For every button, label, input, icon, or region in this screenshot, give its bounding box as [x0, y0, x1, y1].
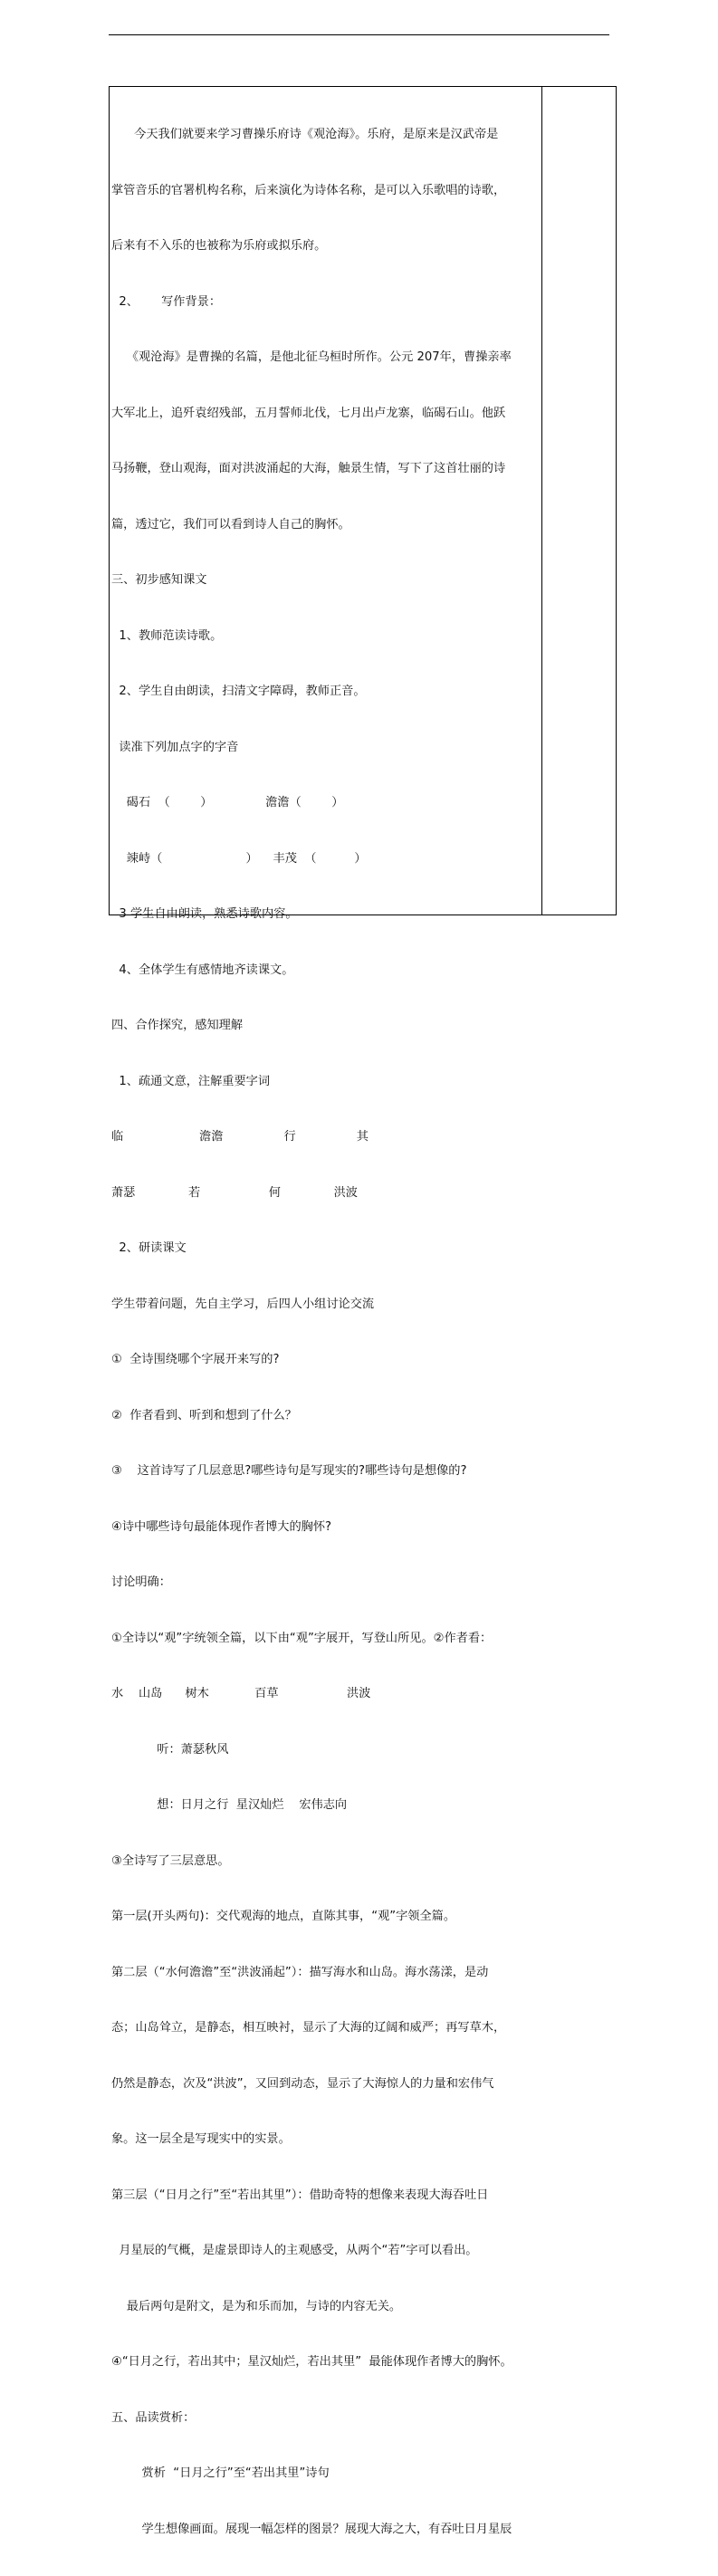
text-line: 水 山岛 树木 百草 洪波 — [111, 1687, 371, 1700]
section-heading: 四、合作探究，感知理解 — [111, 1019, 244, 1032]
section-heading: 五、品读赏析： — [111, 2410, 196, 2425]
lesson-content — [111, 89, 539, 2576]
question-line: ① 全诗围绕哪个字展开来写的? — [111, 1353, 280, 1366]
lesson-table — [109, 86, 617, 2536]
text-line: 月星辰的气概，是虚景即诗人的主观感受，从两个“若”字可以看出。 — [111, 2244, 478, 2257]
text-line: 第三层（“日月之行”至“若出其里”）：借助奇特的想像来表现大海吞吐日 — [111, 2188, 489, 2202]
text-line: ③全诗写了三层意思。 — [111, 1853, 230, 1868]
text-line: 1、疏通文意，注解重要字词 — [111, 1074, 271, 1088]
vocab-line: 临 澹澹 行 其 — [111, 1130, 369, 1144]
question-line: ② 作者看到、听到和想到了什么？ — [111, 1408, 297, 1422]
text-line: 象。这一层全是写现实中的实景。 — [111, 2132, 291, 2146]
text-line: 篇，透过它，我们可以看到诗人自己的胸怀。 — [111, 517, 350, 531]
text-line: 学生带着问题，先自主学习，后四人小组讨论交流 — [111, 1297, 375, 1311]
text-line: 仍然是静态，次及“洪波”，又回到动态，显示了大海惊人的力量和宏伟气 — [111, 2076, 494, 2091]
text-line: ④“日月之行，若出其中；星汉灿烂，若出其里” 最能体现作者博大的胸怀。 — [111, 2355, 512, 2369]
text-line: 第二层（“水何澹澹”至“洪波涌起”）：描写海水和山岛。海水荡漾，是动 — [111, 1965, 489, 1979]
text-line: 想：日月之行 星汉灿烂 宏伟志向 — [111, 1798, 348, 1812]
column-divider — [541, 87, 542, 915]
text-line: 4、全体学生有感情地齐读课文。 — [111, 962, 294, 977]
text-line: 今天我们就要来学习曹操乐府诗《观沧海》。乐府，是原来是汉武帝是 — [111, 128, 499, 141]
header-rule — [109, 34, 609, 35]
vocab-line: 萧瑟 若 何 洪波 — [111, 1185, 358, 1200]
text-line: ①全诗以“观”字统领全篇，以下由“观”字展开，写登山所见。②作者看： — [111, 1631, 493, 1645]
text-line: 大军北上，追歼袁绍残部，五月誓师北伐，七月出卢龙寨，临碣石山。他跃 — [111, 406, 506, 420]
text-line: 学生想像画面。展现一幅怎样的图景？展现大海之大，有吞吐日月星辰 — [111, 2522, 512, 2536]
text-line: 2、 写作背景： — [111, 294, 222, 309]
question-line: ③ 这首诗写了几层意思?哪些诗句是写现实的?哪些诗句是想像的? — [111, 1464, 467, 1478]
pronunciation-line: 竦峙（ ） 丰茂 （ ） — [111, 851, 367, 866]
text-line: 赏析 “日月之行”至“若出其里”诗句 — [111, 2466, 330, 2480]
section-heading: 三、初步感知课文 — [111, 573, 207, 587]
text-line: 马扬鞭，登山观海，面对洪波涌起的大海，触景生情，写下了这首壮丽的诗 — [111, 462, 506, 475]
text-line: 第一层(开头两句)：交代观海的地点，直陈其事，“观”字领全篇。 — [111, 1910, 456, 1923]
text-line: 2、研读课文 — [111, 1241, 187, 1255]
text-line: 掌管音乐的官署机构名称，后来演化为诗体名称，是可以入乐歌唱的诗歌， — [111, 183, 506, 197]
text-line: 3 学生自由朗读，熟悉诗歌内容。 — [111, 907, 298, 921]
text-line: 2、学生自由朗读，扫清文字障碍，教师正音。 — [111, 685, 366, 698]
text-line: 最后两句是附文，是为和乐而加，与诗的内容无关。 — [111, 2299, 402, 2313]
question-line: ④诗中哪些诗句最能体现作者博大的胸怀? — [111, 1519, 332, 1534]
pronunciation-line: 碣石 （ ） 澹澹（ ） — [111, 796, 344, 809]
text-line: 《观沧海》是曹操的名篇，是他北征乌桓时所作。公元 207年，曹操亲率 — [111, 350, 512, 364]
text-line: 讨论明确： — [111, 1575, 171, 1589]
text-line: 后来有不入乐的也被称为乐府或拟乐府。 — [111, 239, 327, 253]
text-line: 听：萧瑟秋风 — [111, 1742, 229, 1757]
text-line: 态；山岛耸立，是静态，相互映衬，显示了大海的辽阔和威严；再写草木， — [111, 2021, 506, 2035]
text-line: 读准下列加点字的字音 — [111, 740, 239, 754]
text-line: 1、教师范读诗歌。 — [111, 628, 223, 643]
